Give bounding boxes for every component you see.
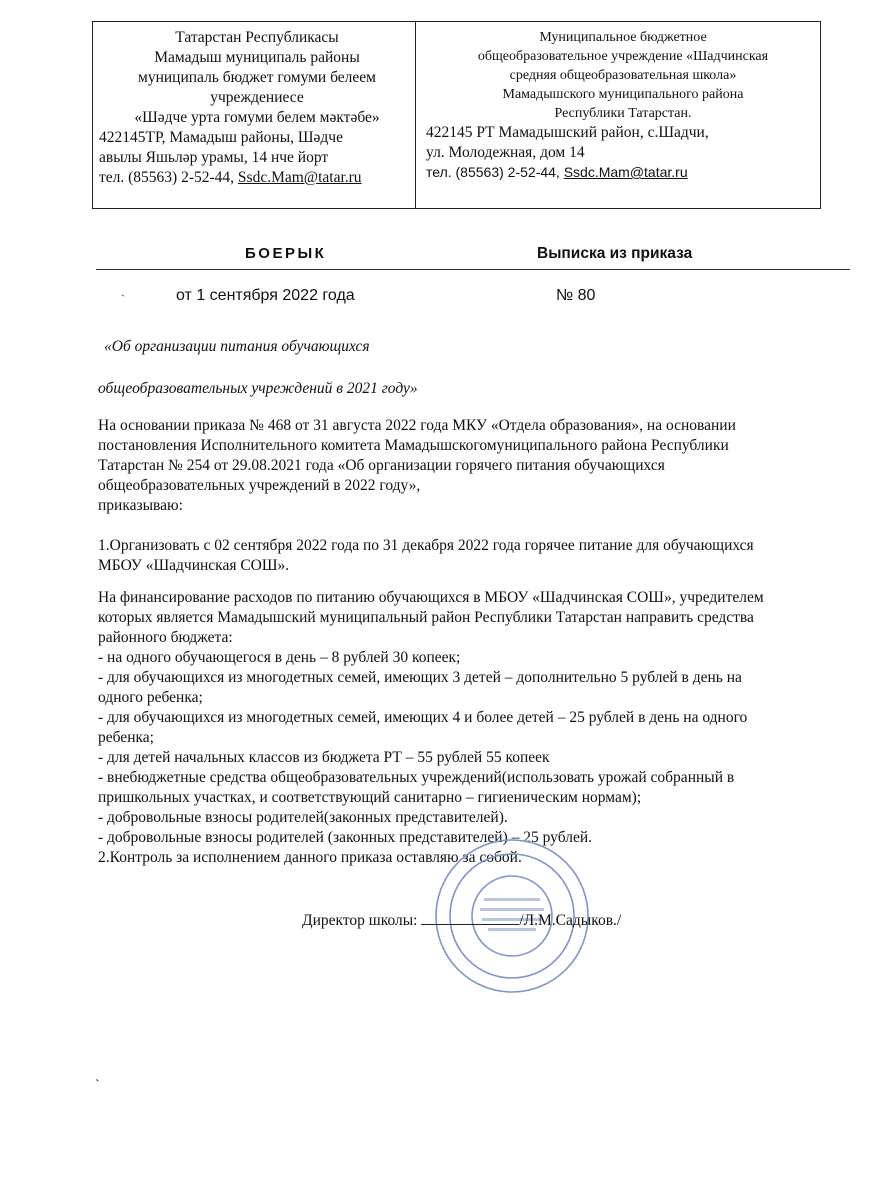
letterhead-right-address: ул. Молодежная, дом 14 [426, 144, 585, 161]
text-line: - для обучающихся из многодетных семей, имеющих 4 и более детей – 25 рублей в день на одного [98, 709, 748, 726]
text-line: На основании приказа № 468 от 31 августа 2022 года МКУ «Отдела образования», на основании [98, 417, 736, 434]
text-line: общеобразовательных учреждений в 2022 году», [98, 477, 421, 494]
letterhead-right-address: 422145 РТ Мамадышский район, с.Шадчи, [426, 124, 709, 141]
letterhead-right-tel: тел. (85563) 2-52-44, [426, 164, 564, 180]
text-line: 1.Организовать с 02 сентября 2022 года по 31 декабря 2022 года горячее питание для обучающихся [98, 537, 754, 554]
letterhead-right-email[interactable]: Ssdc.Mam@tatar.ru [563, 164, 688, 180]
letterhead-left-line: «Шәдче урта гомуми белем мәктәбе» [134, 109, 380, 126]
letterhead-right-line: Мамадышского муниципального района [502, 87, 744, 102]
text-line: ребенка; [98, 729, 154, 746]
text-line: 2.Контроль за исполнением данного приказа оставляю за собой. [98, 849, 522, 866]
order-date: от 1 сентября 2022 года [176, 287, 355, 304]
letterhead-left-line: муниципаль бюджет гомуми белеем [138, 69, 376, 86]
text-line: МБОУ «Шадчинская СОШ». [98, 557, 290, 574]
stray-mark: ` [121, 292, 125, 306]
letterhead-right-contact [426, 163, 820, 182]
letterhead-left-line: Мамадыш муниципаль районы [154, 49, 360, 66]
text-line: - внебюджетные средства общеобразовательных учреждений(использовать урожай собранный в [98, 769, 735, 786]
text-line: - добровольные взносы родителей (законных представителей) – 25 рублей. [98, 829, 593, 846]
letterhead-left-line: учреждениесе [210, 89, 304, 106]
text-line: - для детей начальных классов из бюджета РТ – 55 рублей 55 копеек [98, 749, 550, 766]
letterhead-russian-cell [416, 22, 820, 208]
text-line: На финансирование расходов по питанию обучающихся в МБОУ «Шадчинская СОШ», учредителем [98, 589, 764, 606]
basis-paragraph [98, 416, 736, 516]
text-line: - добровольные взносы родителей(законных представителей). [98, 809, 508, 826]
header-divider [96, 269, 850, 270]
letterhead-left-contact [99, 168, 415, 188]
stray-mark: ` [95, 1078, 100, 1093]
letterhead-right-line: средняя общеобразовательная школа» [509, 68, 737, 83]
letterhead-left-line: 422145ТР, Мамадыш районы, Шәдче [99, 129, 343, 146]
letterhead-left-tel: тел. (85563) 2-52-44, [99, 169, 238, 186]
letterhead-tatar-cell [93, 22, 416, 208]
order-number: № 80 [556, 287, 596, 304]
letterhead-right-line: Республики Татарстан. [554, 106, 692, 121]
text-line: одного ребенка; [98, 689, 203, 706]
text-line: Татарстан № 254 от 29.08.2021 года «Об организации горячего питания обучающихся [98, 457, 665, 474]
text-line: приказываю: [98, 497, 183, 514]
text-line: районного бюджета: [98, 629, 233, 646]
text-line: - для обучающихся из многодетных семей, имеющих 3 детей – дополнительно 5 рублей в день на [98, 669, 742, 686]
financing-paragraph [98, 588, 764, 868]
text-line: которых является Мамадышский муниципальный район Республики Татарстан направить средства [98, 609, 754, 626]
director-label: Директор школы: [302, 912, 418, 929]
order-title-line-2: общеобразовательных учреждений в 2021 году» [98, 380, 418, 397]
letterhead-left-line: авылы Яшьләр урамы, 14 нче йорт [99, 149, 329, 166]
director-name: /Л.М.Садыков./ [519, 912, 622, 929]
text-line: постановления Исполнительного комитета Мамадышскогомуниципального района Республики [98, 437, 729, 454]
text-line: пришкольных участках, и соответствующий санитарно – гигиеническим нормам); [98, 789, 642, 806]
letterhead-right-line: Муниципальное бюджетное [539, 30, 707, 45]
stamp-text-line [484, 898, 540, 901]
signature-blank [421, 910, 519, 925]
item-1-paragraph [98, 536, 754, 576]
director-signature-line [302, 910, 621, 930]
letterhead-left-email[interactable]: Ssdc.Mam@tatar.ru [237, 169, 362, 186]
letterhead-left-line: Татарстан Республикасы [175, 29, 339, 46]
doc-type-tatar: БОЕРЫК [245, 245, 327, 262]
order-title-line-1: «Об организации питания обучающихся [104, 338, 370, 355]
letterhead-right-line: общеобразовательное учреждение «Шадчинская [477, 49, 769, 64]
letterhead-table [92, 21, 821, 209]
doc-type-russian: Выписка из приказа [537, 245, 693, 262]
text-line: - на одного обучающегося в день – 8 рублей 30 копеек; [98, 649, 461, 666]
